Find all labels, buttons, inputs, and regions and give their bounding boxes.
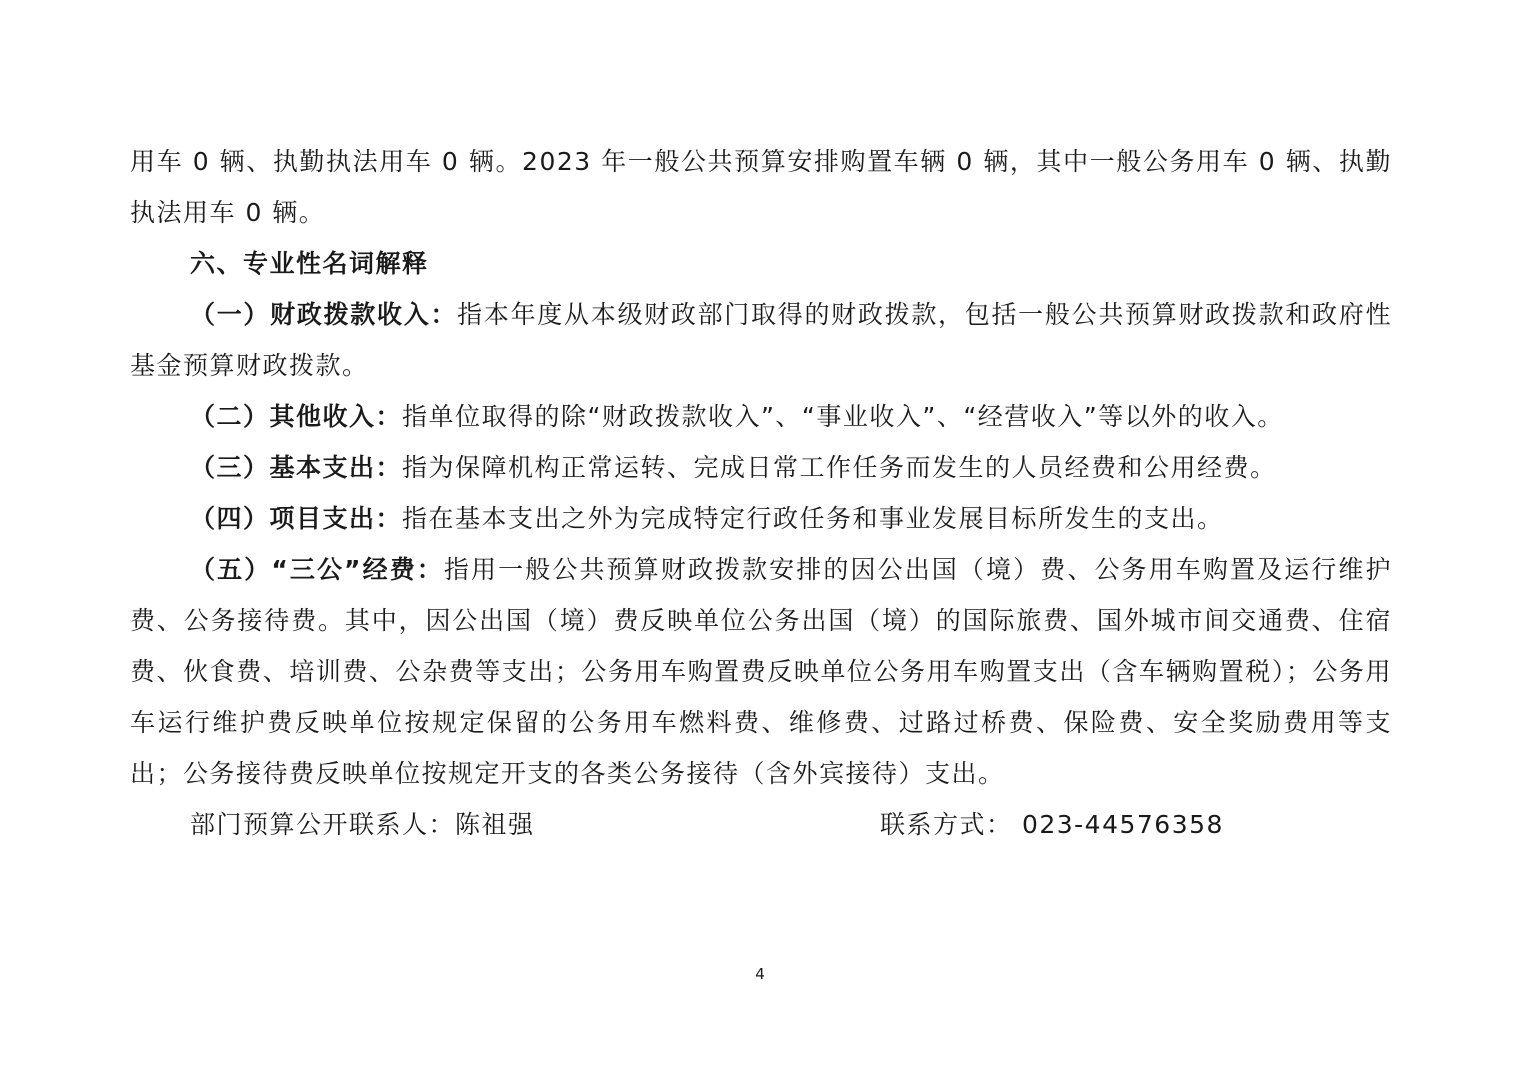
contact-method: 联系方式： 023-44576358 <box>880 810 1224 839</box>
definition-text: 指单位取得的除“财政拨款收入”、“事业收入”、“经营收入”等以外的收入。 <box>402 402 1284 431</box>
definition-term: （四）项目支出： <box>190 504 403 533</box>
definition-term: （三）基本支出： <box>190 453 403 482</box>
contact-person: 部门预算公开联系人：陈祖强 <box>190 810 535 839</box>
contact-row <box>130 799 1392 850</box>
definition-item <box>130 493 1392 544</box>
definition-item <box>130 544 1392 799</box>
page-number: 4 <box>755 965 765 983</box>
document-body <box>130 136 1392 850</box>
vehicle-paragraph: 用车 0 辆、执勤执法用车 0 辆。2023 年一般公共预算安排购置车辆 0 辆，其中一般公务用车 0 辆、执勤执法用车 0 辆。 <box>130 147 1392 227</box>
section-heading: 六、专业性名词解释 <box>190 249 429 278</box>
definition-item <box>130 391 1392 442</box>
definition-term: （一）财政拨款收入： <box>190 300 458 329</box>
definition-text: 指为保障机构正常运转、完成日常工作任务而发生的人员经费和公用经费。 <box>402 453 1277 482</box>
definition-item <box>130 289 1392 391</box>
definition-text: 指用一般公共预算财政拨款安排的因公出国（境）费、公务用车购置及运行维护费、公务接待费。其中，因公出国（境）费反映单位公务出国（境）的国际旅费、国外城市间交通费、住宿费、伙食费、培训费、公杂费等支出；公务用车购置费反映单位公务用车购置支出（含车辆购置税）；公务用车运行维护费反映单位按规定保留的公务用车燃料费、维修费、过路过桥费、保险费、安全奖励费用等支出；公务接待费反映单位按规定开支的各类公务接待（含外宾接待）支出。 <box>130 555 1392 788</box>
definition-item <box>130 442 1392 493</box>
definition-text: 指本年度从本级财政部门取得的财政拨款，包括一般公共预算财政拨款和政府性基金预算财政拨款。 <box>130 300 1392 380</box>
definition-term: （二）其他收入： <box>190 402 403 431</box>
definition-text: 指在基本支出之外为完成特定行政任务和事业发展目标所发生的支出。 <box>402 504 1224 533</box>
definition-term: （五）“三公”经费： <box>190 555 444 584</box>
